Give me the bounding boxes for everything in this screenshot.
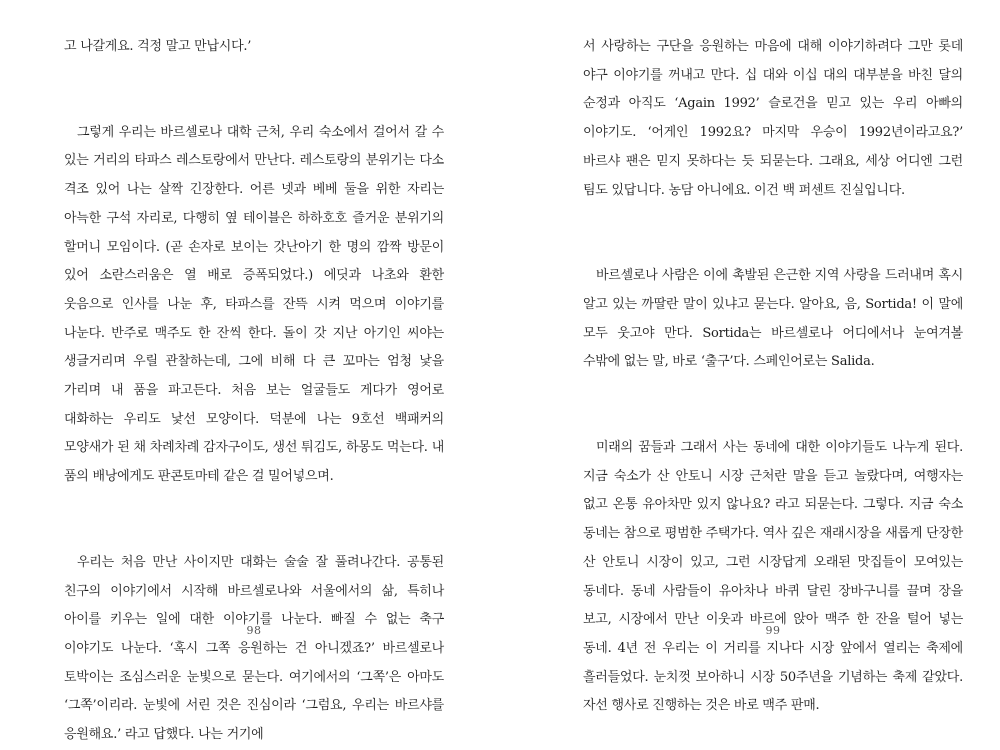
right-page-number: 99 — [765, 624, 781, 637]
left-page — [64, 33, 444, 743]
paragraph: 그렇게 우리는 바르셀로나 대학 근처, 우리 숙소에서 걸어서 갈 수 있는 거리의 타파스 레스토랑에서 만난다. 레스토랑의 분위기는 다소 격조 있어 나는 살짝 긴장한다. 어른 넷과 베베 둘을 위한 자리는 아늑한 구석 자리로, 다행히 옆 테이블은 하하호호 즐거운 분위기의 할머니 모임이다. (곧 손자로 보이는 갓난아기 한 명의 깜짝 방문이 있어 소란스러움은 열 배로 증폭되었다.) 에딧과 나초와 환한 웃음으로 인사를 나눈 후, 타파스를 잔뜩 시켜 먹으며 이야기를 나눈다. 반주로 맥주도 한 잔씩 한다. 돌이 갓 지난 아기인 씨야는 생글거리며 우릴 관찰하는데, 그에 비해 다 큰 꼬마는 엄청 낯을 가리며 내 품을 파고든다. 처음 보는 얼굴들도 게다가 영어로 대화하는 우리도 낯선 모양이다. 덕분에 나는 9호선 백패커의 모양새가 된 채 차례차례 감자구이도, 생선 튀김도, 하몽도 먹는다. 내 품의 배낭에게도 판콘토마테 같은 걸 밀어넣으며. — [64, 124, 444, 485]
left-page-number: 98 — [246, 624, 262, 637]
paragraph-continuation: 고 나갈게요. 걱정 말고 만납시다.’ — [64, 39, 252, 54]
paragraph: 바르셀로나 사람은 이에 촉발된 은근한 지역 사랑을 드러내며 혹시 알고 있는 까딸란 말이 있냐고 묻는다. 알아요, 음, Sortida! 이 말에 모두 웃고야 만다. Sortida는 바르셀로나 어디에서나 눈여겨볼 수밖에 없는 말, 바로 ‘출구’다. 스페인어로는 Salida. — [583, 268, 963, 370]
paragraph-continuation: 서 사랑하는 구단을 응원하는 마음에 대해 이야기하려다 그만 롯데 야구 이야기를 꺼내고 만다. 십 대와 이십 대의 대부분을 바친 달의 순정과 아직도 ‘Again 1992’ 슬로건을 믿고 있는 우리 아빠의 이야기도. ‘어게인 1992요? 마지막 우승이 1992년이라고요?’ 바르샤 팬은 믿지 못하다는 듯 되묻는다. 그래요, 세상 어디엔 그런 팀도 있답니다. 농담 아니에요. 이건 백 퍼센트 진실입니다. — [583, 39, 963, 198]
paragraph: 우리는 처음 만난 사이지만 대화는 술술 잘 풀려나간다. 공통된 친구의 이야기에서 시작해 바르셀로나와 서울에서의 삶, 특히나 아이를 키우는 일에 대한 이야기를 나눈다. 빠질 수 없는 축구 이야기도 나눈다. ‘혹시 그쪽 응원하는 건 아니겠죠?’ 바르셀로나 토박이는 조심스러운 눈빛으로 묻는다. 여기에서의 ‘그쪽’은 아마도 ‘그쪽’이리라. 눈빛에 서린 것은 진심이라 ‘그럼요, 우리는 바르샤를 응원해요.’ 라고 답했다. 나는 거기에 — [64, 554, 444, 743]
paragraph-gap — [64, 492, 444, 549]
paragraph-gap — [64, 62, 444, 119]
right-page — [583, 33, 963, 714]
paragraph: 미래의 꿈들과 그래서 사는 동네에 대한 이야기들도 나누게 된다. 지금 숙소가 산 안토니 시장 근처란 말을 듣고 놀랐다며, 여행자는 없고 온통 유아차만 있지 않나요? 라고 되묻는다. 그렇다. 지금 숙소 동네는 참으로 평범한 주택가다. 역사 깊은 재래시장을 새롭게 단장한 산 안토니 시장이 있고, 그런 시장답게 오래된 맛집들이 모여있는 동네다. 동네 사람들이 유아차나 바퀴 달린 장바구니를 끌며 장을 보고, 시장에서 만난 이웃과 바르에 앉아 맥주 한 잔을 털어 넣는 동네. 4년 전 우리는 이 거리를 지나다 시장 앞에서 열리는 축제에 흘러들었다. 눈치껏 보아하니 시장 50주년을 기념하는 축제 같았다. 자선 행사로 진행하는 것은 바로 맥주 판매. — [583, 440, 963, 714]
paragraph-gap — [583, 205, 963, 262]
paragraph-gap — [583, 377, 963, 434]
